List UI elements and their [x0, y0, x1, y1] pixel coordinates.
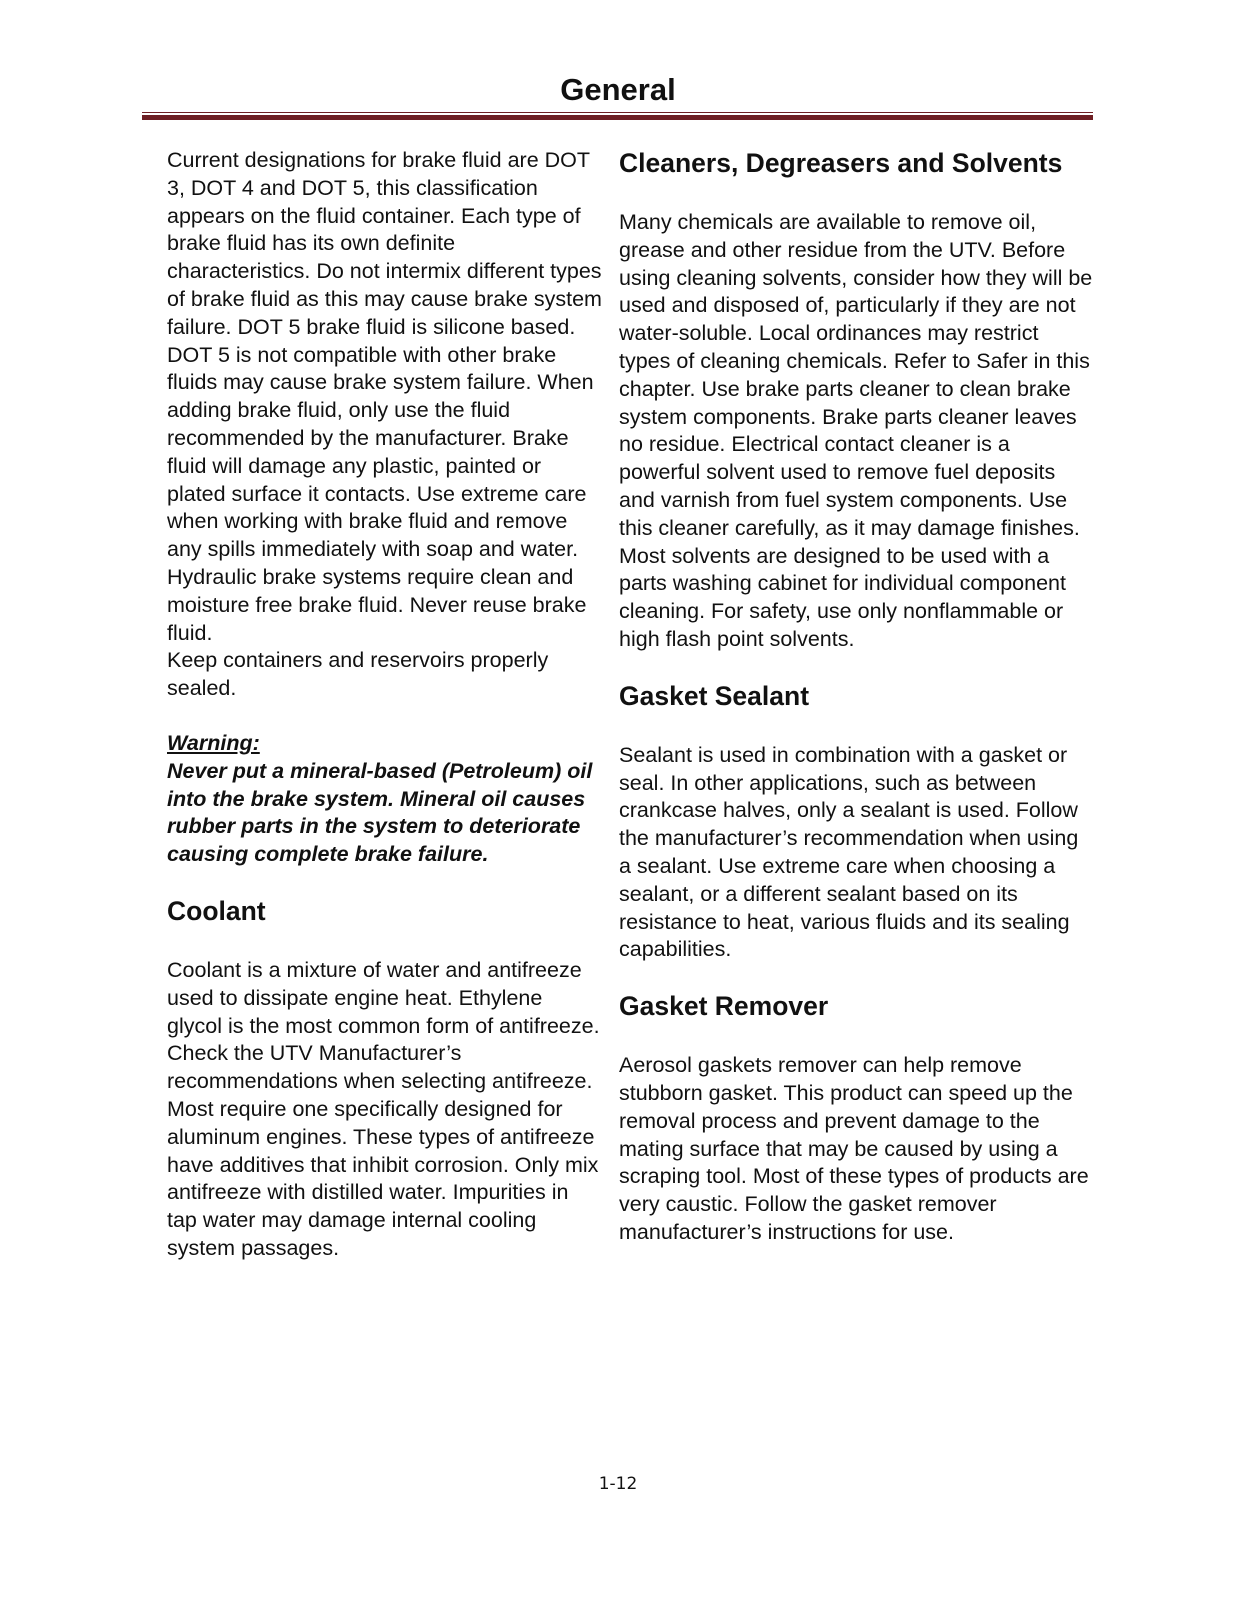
- coolant-paragraph: Coolant is a mixture of water and antifreeze used to dissipate engine heat. Ethylene glycol is the most common form of antifreeze. Check the UTV Manufacturer’s recommendations when selecting antifreeze. Most require one specifically designed for aluminum engines. These types of antifreeze have additives that inhibit corrosion. Only mix antifreeze with distilled water. Impurities in tap water may damage internal cooling system passages.: [167, 957, 600, 1260]
- containers-paragraph: Keep containers and reservoirs properly sealed.: [167, 648, 549, 701]
- warning-block: [167, 730, 602, 869]
- warning-text: Never put a mineral-based (Petroleum) oil into the brake system. Mineral oil causes rubber parts in the system to deteriorate causing complete brake failure.: [167, 758, 593, 867]
- solvents-paragraph: Most solvents are designed to be used with a parts washing cabinet for individual component cleaning. For safety, use only nonflammable or high flash point solvents.: [619, 543, 1066, 651]
- right-column: [619, 147, 1094, 1247]
- gasket-remover-heading: Gasket Remover: [619, 991, 829, 1022]
- brake-fluid-paragraph: Current designations for brake fluid are DOT 3, DOT 4 and DOT 5, this classification appears on the fluid container. Each type of brake fluid has its own definite characteristics. Do not intermix different types of brake fluid as this may cause brake system failure. DOT 5 brake fluid is silicone based. DOT 5 is not compatible with other brake fluids may cause brake system failure. When adding brake fluid, only use the fluid recommended by the manufacturer. Brake fluid will damage any plastic, painted or plated surface it contacts. Use extreme care when working with brake fluid and remove any spills immediately with soap and water. Hydraulic brake systems require clean and moisture free brake fluid. Never reuse brake fluid.: [167, 148, 602, 645]
- gasket-remover-paragraph: Aerosol gaskets remover can help remove stubborn gasket. This product can speed up the removal process and prevent damage to the mating surface that may be caused by using a scraping tool. Most of these types of products are very caustic. Follow the gasket remover manufacturer’s instructions for use.: [619, 1053, 1089, 1244]
- coolant-heading: Coolant: [167, 895, 266, 926]
- header-rule-thin: [142, 112, 1093, 113]
- warning-label: Warning:: [167, 730, 260, 755]
- page-title: General: [560, 72, 676, 107]
- page-number: 1-12: [598, 1474, 638, 1494]
- left-column: [167, 147, 602, 1263]
- cleaners-heading: Cleaners, Degreasers and Solvents: [619, 148, 1063, 178]
- gasket-sealant-heading: Gasket Sealant: [619, 680, 810, 711]
- header-rule-thick: [142, 115, 1093, 120]
- cleaners-paragraph: Many chemicals are available to remove oil, grease and other residue from the UTV. Before using cleaning solvents, consider how they will be used and disposed of, particularly if they are not water-soluble. Local ordinances may restrict types of cleaning chemicals. Refer to Safer in this chapter. Use brake parts cleaner to clean brake system components. Brake parts cleaner leaves no residue. Electrical contact cleaner is a powerful solvent used to remove fuel deposits and varnish from fuel system components. Use this cleaner carefully, as it may damage finishes.: [619, 210, 1093, 540]
- gasket-sealant-paragraph: Sealant is used in combination with a gasket or seal. In other applications, such as between crankcase halves, only a sealant is used. Follow the manufacturer’s recommendation when using a sealant. Use extreme care when choosing a sealant, or a different sealant based on its resistance to heat, various fluids and its sealing capabilities.: [619, 742, 1079, 962]
